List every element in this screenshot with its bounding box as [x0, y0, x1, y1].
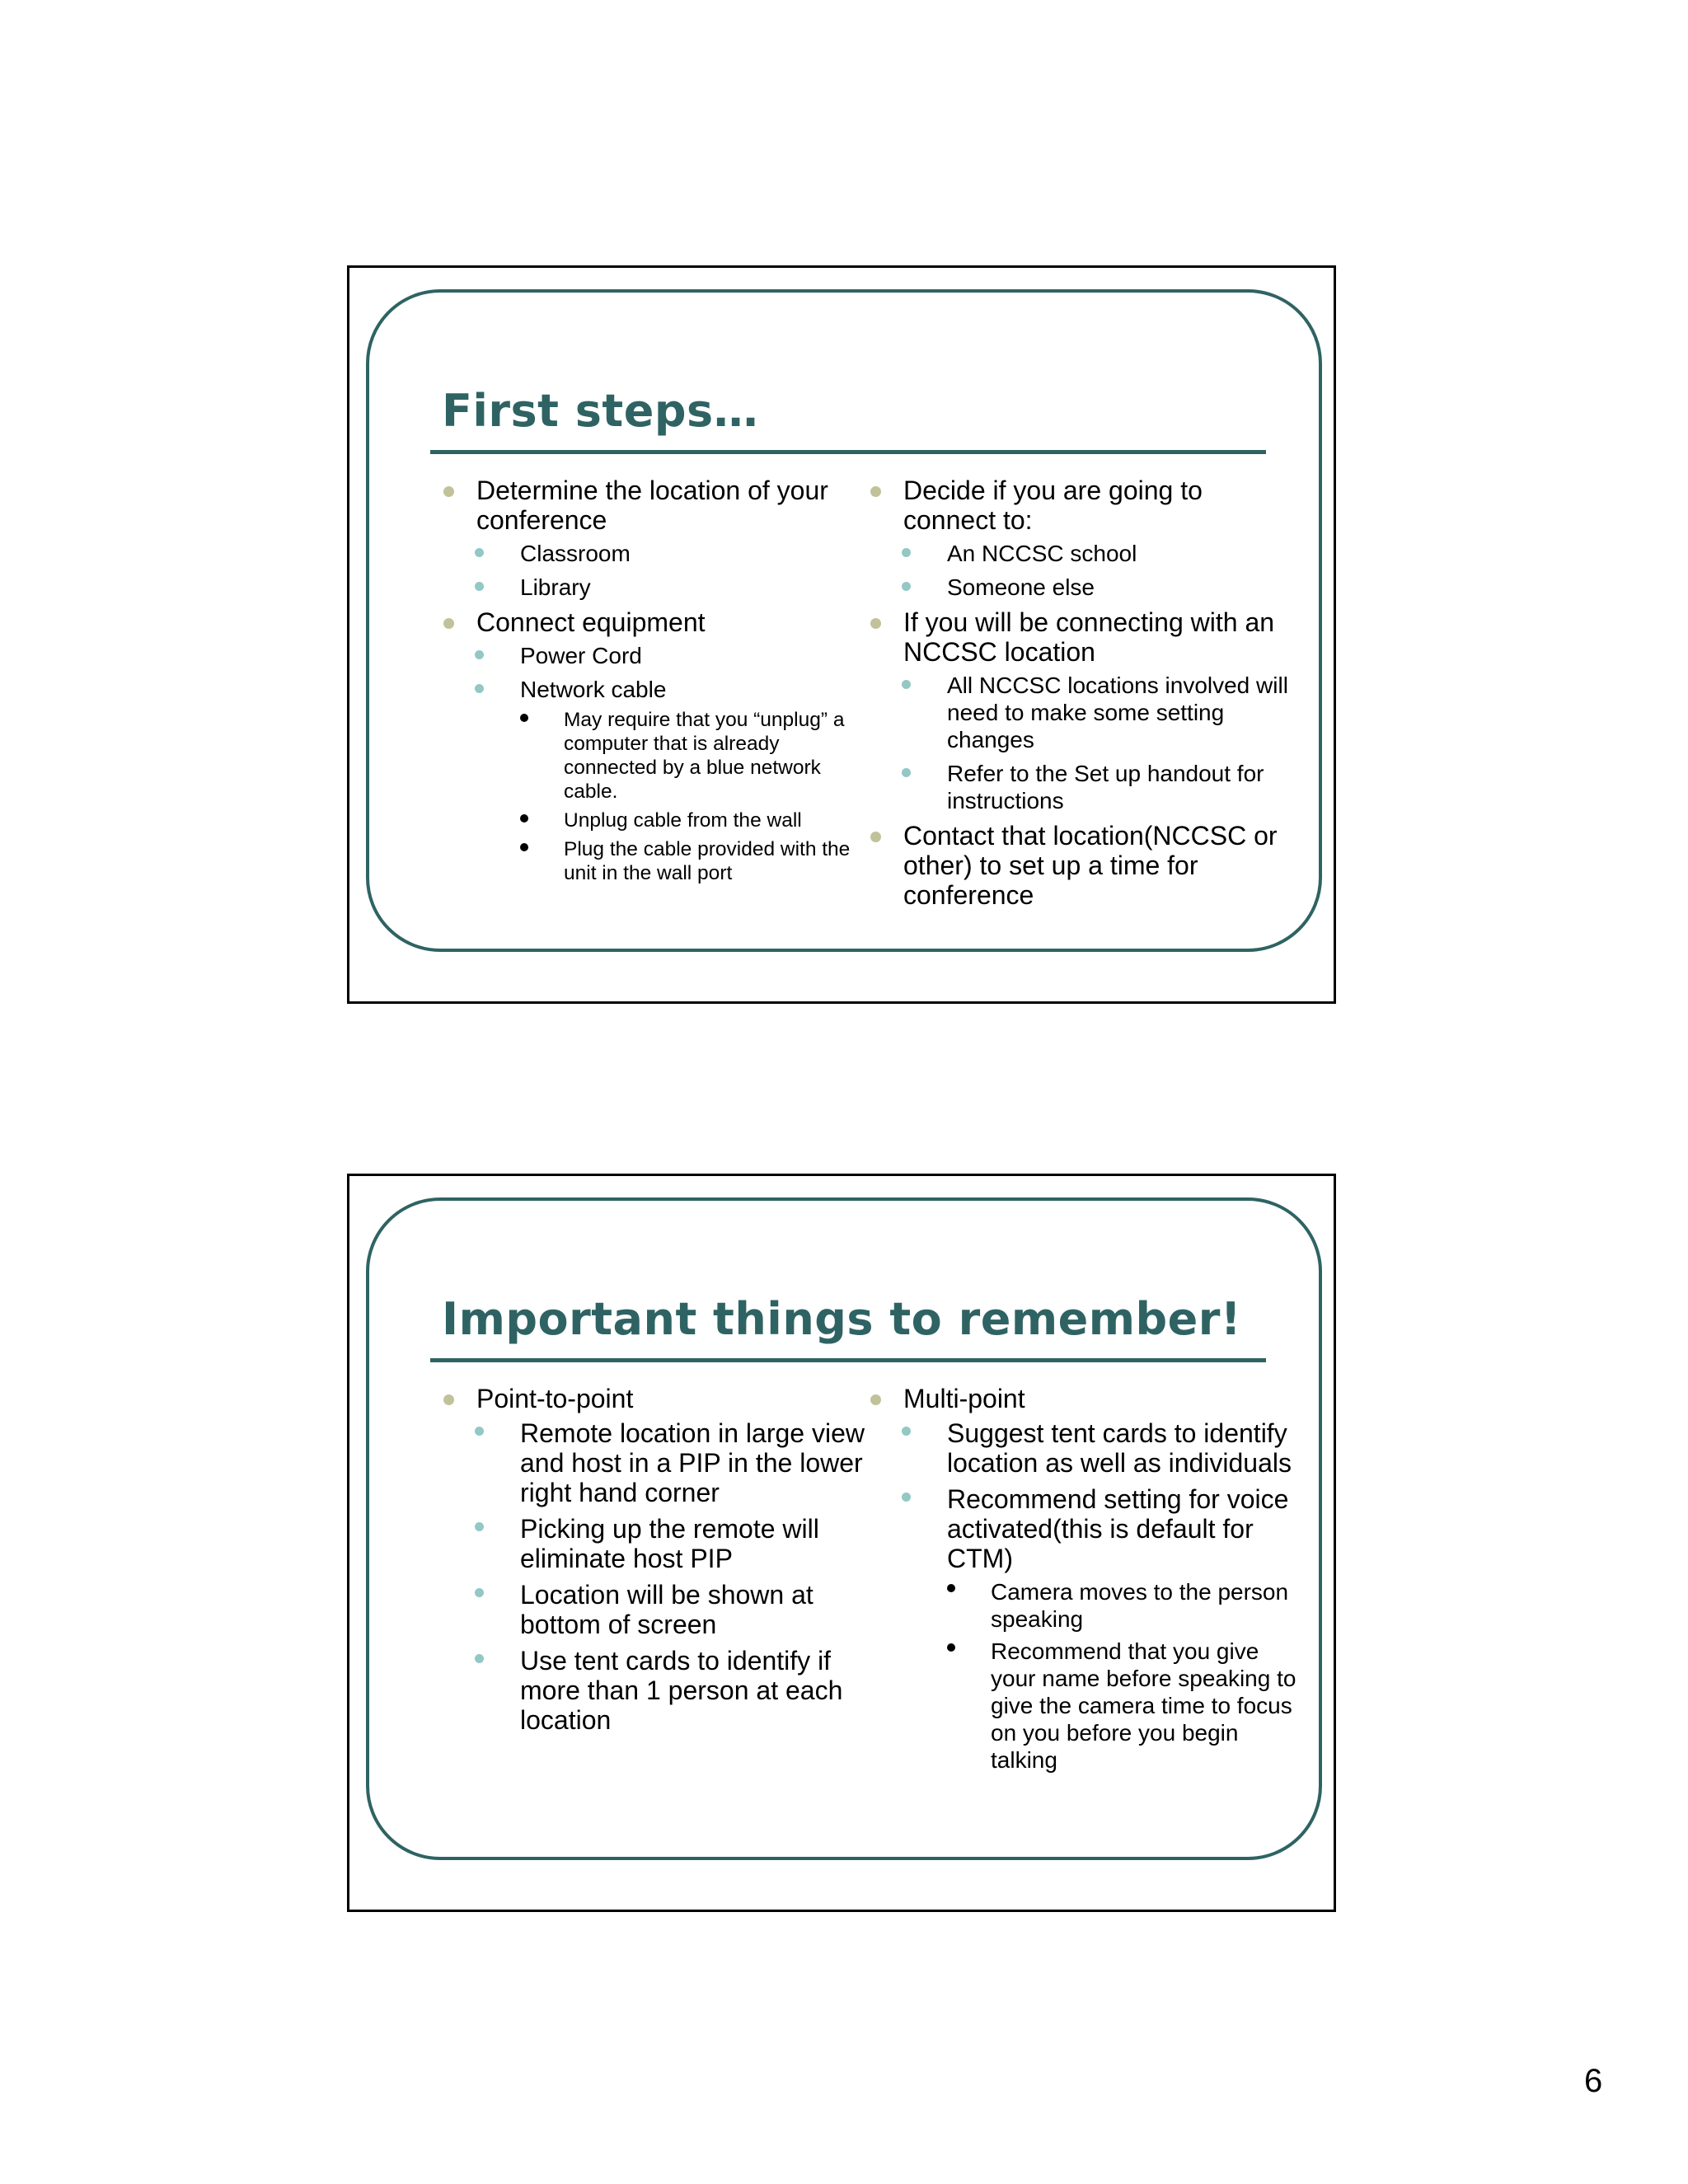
bullet-text: Refer to the Set up handout for instructions	[947, 761, 1264, 813]
bullet-item	[869, 821, 1297, 910]
sub-bullet-item	[903, 1418, 1297, 1478]
right-column	[869, 476, 1297, 915]
slide-title: First steps…	[442, 385, 759, 437]
bullet-text: Someone else	[947, 574, 1095, 600]
sub-bullet-item	[476, 676, 870, 885]
left-column	[442, 1384, 870, 1741]
bullet-text: Recommend that you give your name before speaking to give the camera time to focus on you before you begin talking	[991, 1638, 1296, 1773]
sub-bullet-item	[903, 540, 1297, 567]
bullet-text: May require that you “unplug” a computer that is already connected by a blue network cable.	[564, 709, 845, 803]
bullet-text: Remote location in large view and host in a PIP in the lower right hand corner	[520, 1418, 865, 1507]
bullet-text: Use tent cards to identify if more than 1 person at each location	[520, 1646, 843, 1735]
bullet-item	[442, 1384, 870, 1735]
bullet-item	[869, 476, 1297, 601]
left-column	[442, 476, 870, 892]
bullet-text: Determine the location of your conference	[476, 476, 828, 535]
sub-bullet-item	[903, 574, 1297, 601]
bullet-item	[442, 476, 870, 601]
bullet-text: Point-to-point	[476, 1384, 634, 1413]
page-number: 6	[1584, 2063, 1603, 2099]
bullet-text: Power Cord	[520, 643, 642, 668]
bullet-text: Network cable	[520, 677, 667, 702]
bullet-text: Plug the cable provided with the unit in the wall port	[564, 838, 851, 884]
bullet-text: Picking up the remote will eliminate host PIP	[520, 1514, 819, 1573]
bullet-text: Suggest tent cards to identify location as well as individuals	[947, 1418, 1292, 1478]
bullet-text: Library	[520, 574, 591, 600]
bullet-text: Location will be shown at bottom of screen	[520, 1580, 814, 1639]
sub-sub-bullet-item	[520, 837, 870, 885]
sub-bullet-item	[476, 540, 870, 567]
bullet-text: Camera moves to the person speaking	[991, 1579, 1289, 1632]
bullet-text: Classroom	[520, 541, 631, 566]
bullet-text: An NCCSC school	[947, 541, 1137, 566]
sub-sub-bullet-item	[947, 1638, 1297, 1774]
bullet-item	[869, 1384, 1297, 1774]
title-underline	[430, 1358, 1266, 1362]
bullet-item	[442, 607, 870, 885]
bullet-text: Unplug cable from the wall	[564, 809, 802, 832]
sub-bullet-item	[476, 1580, 870, 1639]
bullet-text: All NCCSC locations involved will need to make some setting changes	[947, 673, 1288, 752]
sub-bullet-item	[903, 1484, 1297, 1774]
right-column	[869, 1384, 1297, 1780]
sub-bullet-item	[476, 1418, 870, 1507]
sub-bullet-item	[476, 1514, 870, 1573]
sub-bullet-item	[476, 574, 870, 601]
slide-important-things	[347, 1174, 1336, 1912]
bullet-text: Recommend setting for voice activated(this is default for CTM)	[947, 1484, 1289, 1573]
sub-sub-bullet-item	[520, 808, 870, 832]
sub-bullet-item	[903, 760, 1297, 814]
slide-first-steps	[347, 265, 1336, 1004]
bullet-item	[869, 607, 1297, 814]
sub-sub-bullet-item	[947, 1578, 1297, 1633]
sub-bullet-item	[476, 642, 870, 669]
sub-bullet-item	[903, 672, 1297, 753]
title-underline	[430, 450, 1266, 454]
bullet-text: If you will be connecting with an NCCSC location	[903, 607, 1275, 667]
sub-bullet-item	[476, 1646, 870, 1735]
bullet-text: Decide if you are going to connect to:	[903, 476, 1203, 535]
slide-title: Important things to remember!	[442, 1293, 1242, 1345]
sub-sub-bullet-item	[520, 708, 870, 804]
bullet-text: Contact that location(NCCSC or other) to set up a time for conference	[903, 821, 1278, 910]
bullet-text: Multi-point	[903, 1384, 1025, 1413]
bullet-text: Connect equipment	[476, 607, 706, 637]
